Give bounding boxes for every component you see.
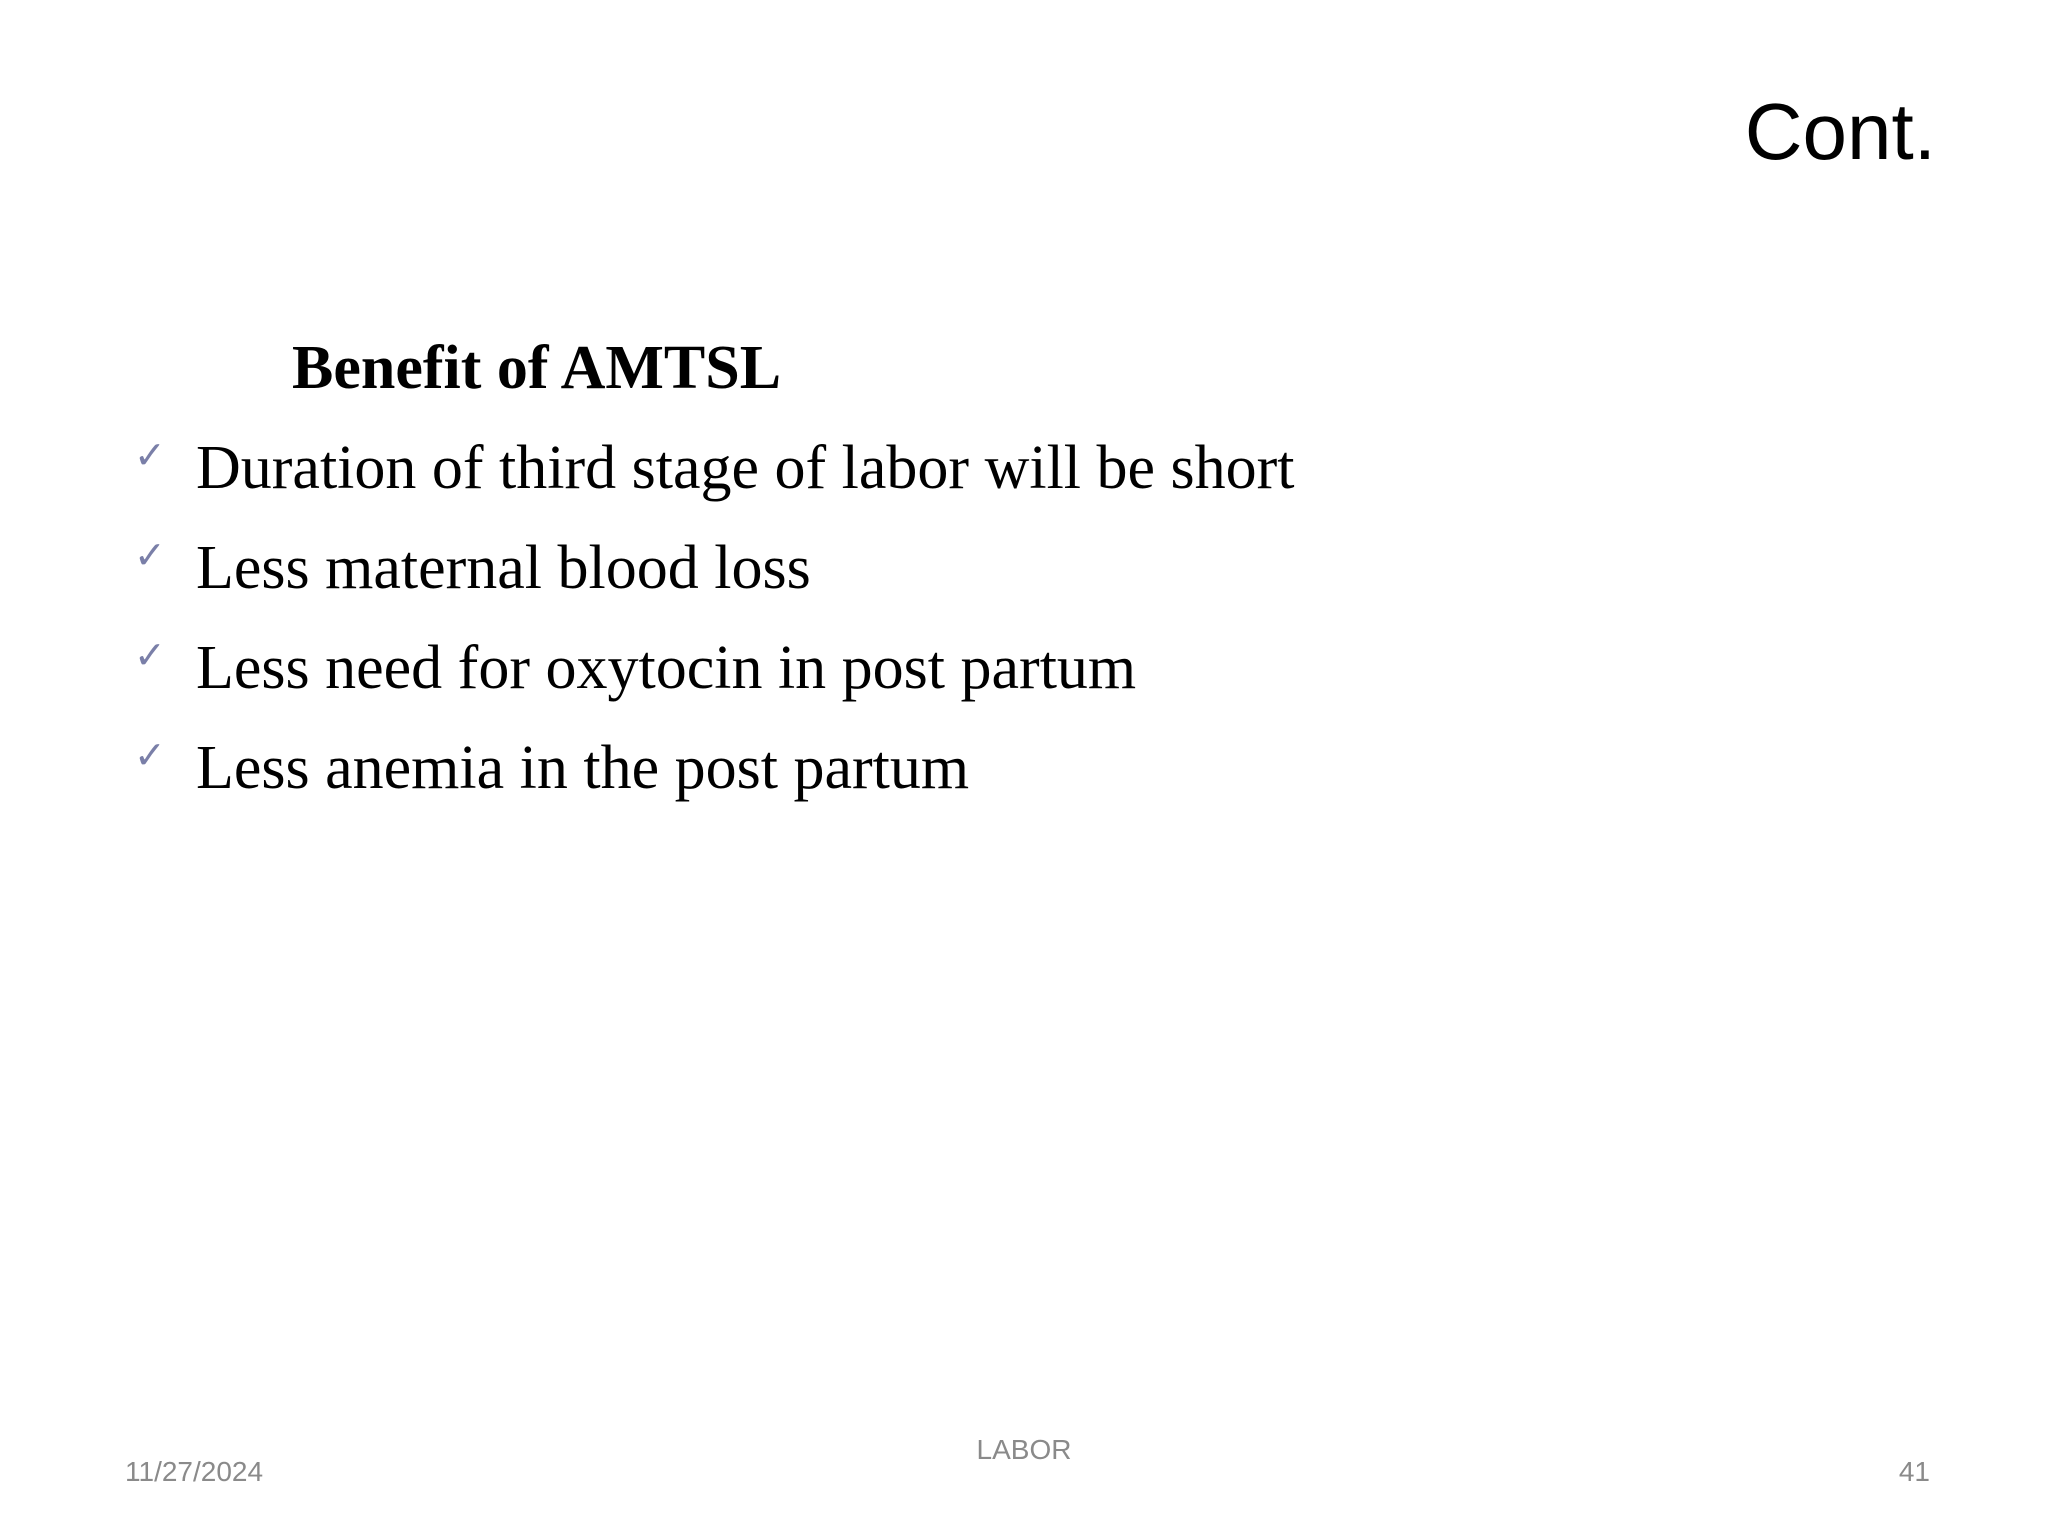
footer-title: LABOR bbox=[976, 1434, 1072, 1465]
bullet-item bbox=[134, 632, 1295, 732]
bullet-text: Duration of third stage of labor will be short bbox=[196, 434, 1295, 502]
bullet-text: Less need for oxytocin in post partum bbox=[196, 634, 1137, 702]
check-icon: ✓ bbox=[134, 433, 166, 477]
page-number: 41 bbox=[1898, 1456, 1930, 1487]
slide-title: Cont. bbox=[1744, 87, 1936, 176]
check-icon: ✓ bbox=[134, 733, 166, 777]
bullet-text: Less maternal blood loss bbox=[196, 534, 811, 602]
check-icon: ✓ bbox=[134, 533, 166, 577]
bullet-text: Less anemia in the post partum bbox=[196, 734, 970, 802]
bullet-item bbox=[134, 532, 1295, 632]
bullet-item bbox=[134, 732, 1295, 832]
footer-date: 11/27/2024 bbox=[125, 1456, 264, 1487]
slide-content bbox=[134, 332, 1295, 832]
content-heading: Benefit of AMTSL bbox=[292, 334, 782, 402]
bullet-item bbox=[134, 432, 1295, 532]
check-icon: ✓ bbox=[134, 633, 166, 677]
bullet-list bbox=[134, 432, 1295, 832]
